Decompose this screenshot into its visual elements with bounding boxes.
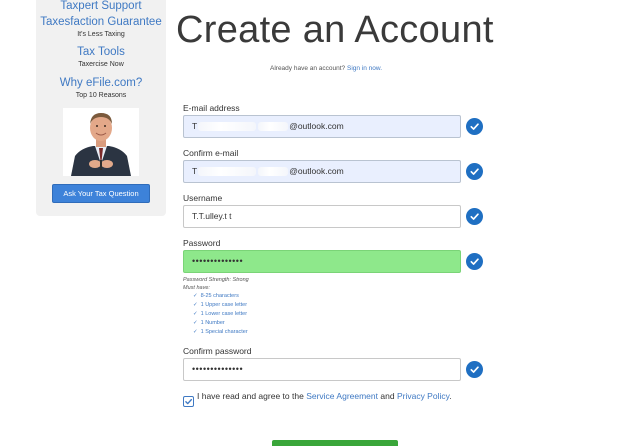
tax-expert-photo [63,108,139,176]
confirm-email-valid-check-icon [466,163,483,180]
agree-checkbox[interactable] [183,396,194,407]
password-label: Password [183,238,221,248]
sidebar-sub-top-reasons: Top 10 Reasons [75,92,127,99]
checkmark-icon: ✓ [193,320,198,326]
agree-and: and [380,391,395,401]
username-label: Username [183,193,223,203]
privacy-policy-link[interactable]: Privacy Policy [396,391,450,401]
requirement-text: 8-25 characters [200,293,239,299]
confirm-email-label: Confirm e-mail [183,148,239,158]
sidebar-link-taxpert-support[interactable]: Taxpert Support [60,0,142,12]
requirement-item [193,292,239,300]
requirement-text: 1 Upper case letter [200,302,248,308]
username-field[interactable]: T.T.ulley.t t [183,205,461,228]
sign-in-link[interactable]: Sign in now. [346,65,383,72]
page-title: Create an Account [176,9,494,51]
password-valid-check-icon [466,253,483,270]
email-value-end: @outlook.com [289,121,344,131]
sidebar-link-tax-tools[interactable]: Tax Tools [77,46,125,58]
sidebar-link-why-efile[interactable]: Why eFile.com? [59,77,143,89]
requirement-text: 1 Number [200,320,225,326]
requirement-text: 1 Special character [200,329,248,335]
requirement-text: 1 Lower case letter [200,311,248,317]
email-label: E-mail address [183,103,240,113]
must-have-text: Must have: [183,285,210,291]
service-agreement-link[interactable]: Service Agreement [306,391,379,401]
agree-prefix: I have read and agree to the [197,391,304,401]
confirm-email-value-end: @outlook.com [289,166,344,176]
confirm-password-valid-check-icon [466,361,483,378]
username-valid-check-icon [466,208,483,225]
sidebar-link-taxesfaction-guarantee[interactable]: Taxesfaction Guarantee [40,16,162,28]
requirement-item [193,328,248,336]
confirm-password-field[interactable]: •••••••••••••• [183,358,461,381]
sidebar [36,0,166,216]
email-valid-check-icon [466,118,483,135]
email-field[interactable] [183,115,461,138]
requirement-item [193,301,247,309]
redacted-text [198,122,256,131]
confirm-email-field[interactable] [183,160,461,183]
checkmark-icon: ✓ [193,302,198,308]
redacted-text [258,122,288,131]
ask-tax-question-button[interactable]: Ask Your Tax Question [52,184,150,203]
sign-in-prompt [270,65,382,72]
already-text: Already have an account? [270,65,346,72]
requirement-item [193,310,247,318]
create-account-submit-button[interactable] [272,440,398,446]
checkbox-check-icon [184,397,193,406]
agree-suffix: . [449,391,452,401]
confirm-password-label: Confirm password [183,346,252,356]
email-value-start: T [192,121,198,131]
agreement-text [197,391,467,402]
checkmark-icon: ✓ [193,293,198,299]
requirement-item [193,319,225,327]
redacted-text [258,167,288,176]
password-field[interactable]: •••••••••••••• [183,250,461,273]
checkmark-icon: ✓ [193,311,198,317]
password-strength-text: Password Strength: Strong [183,277,249,283]
confirm-email-value-start: T [192,166,198,176]
sidebar-sub-taxercise: Taxercise Now [78,61,124,68]
checkmark-icon: ✓ [193,329,198,335]
password-strength-info [183,276,249,292]
redacted-text [198,167,256,176]
sidebar-sub-less-taxing: It's Less Taxing [77,31,125,38]
